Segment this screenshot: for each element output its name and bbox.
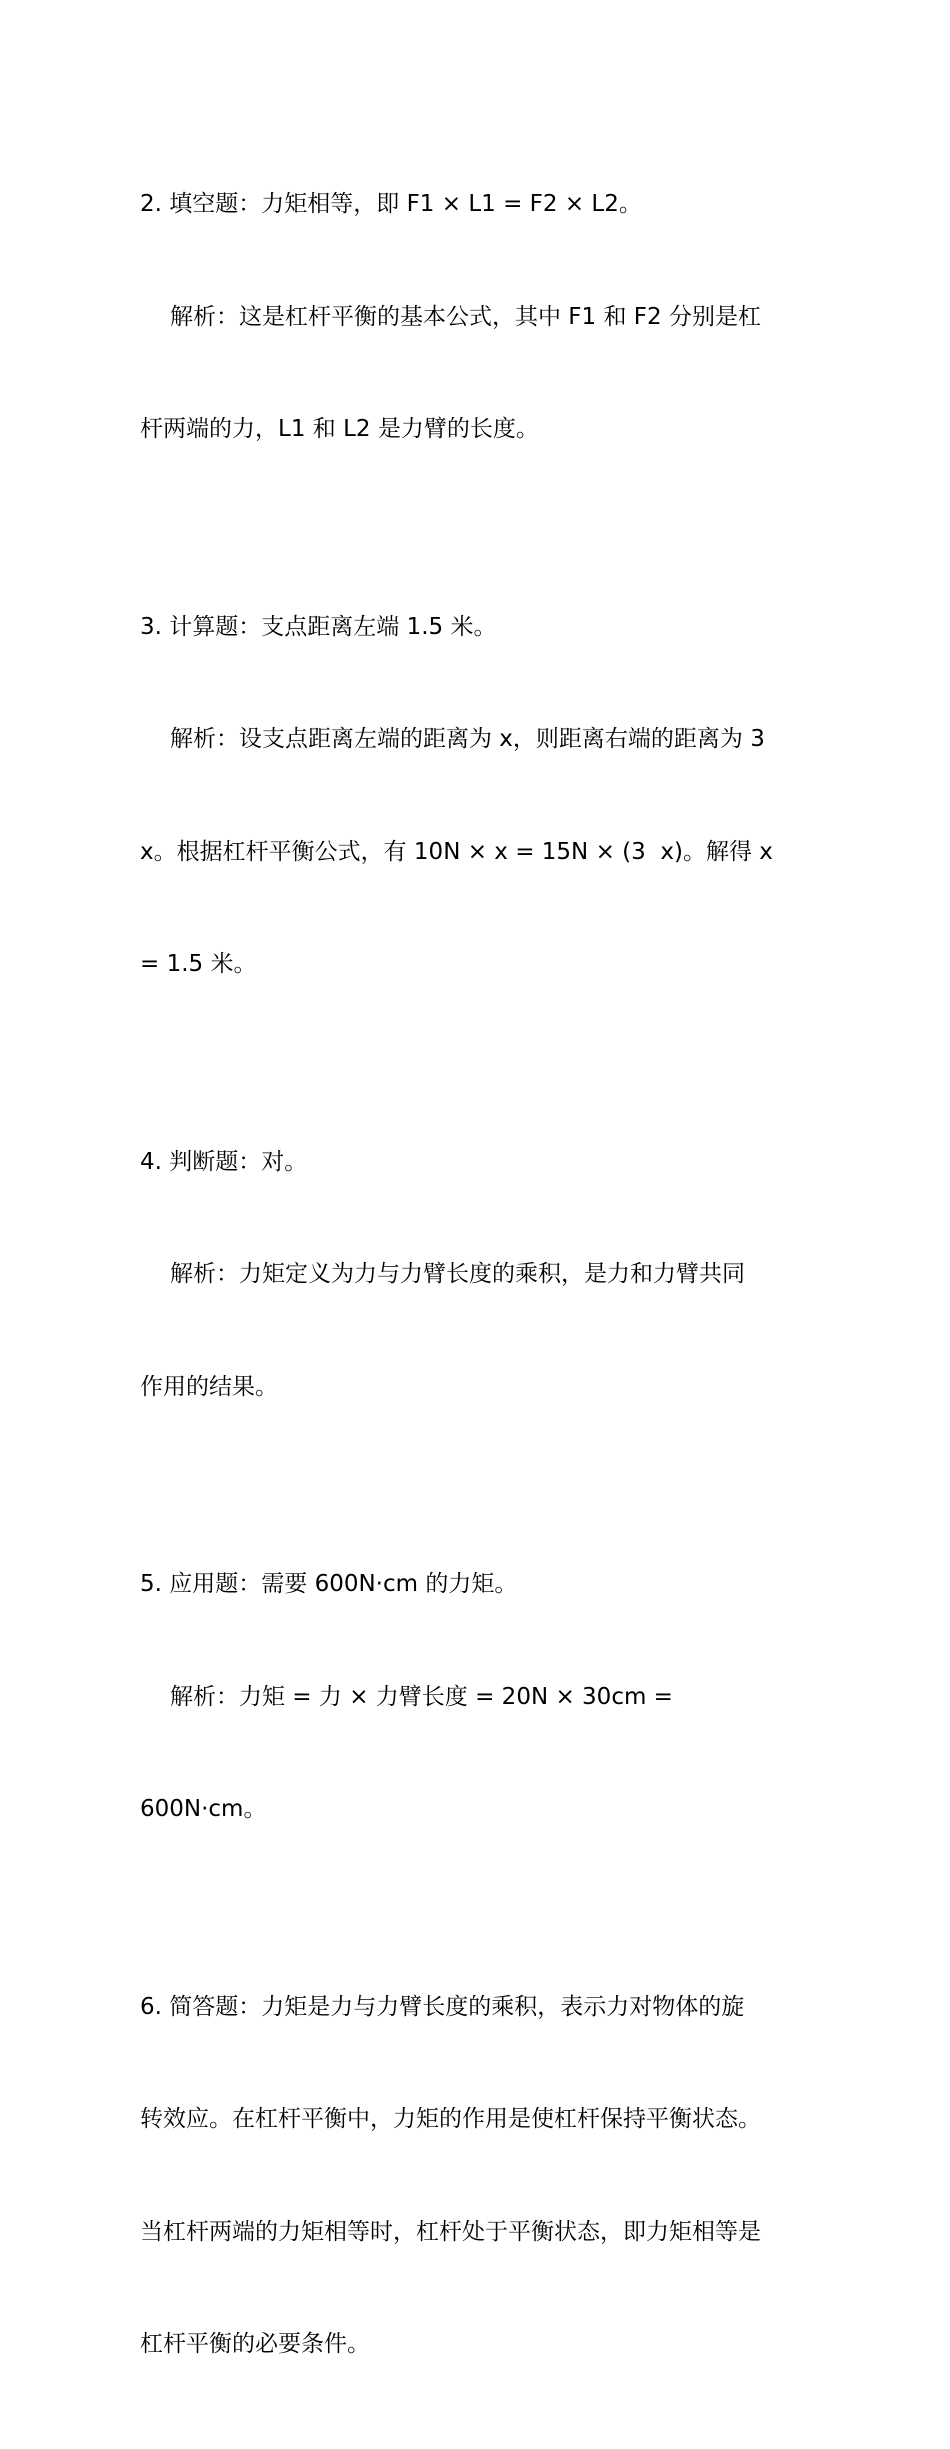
explanation-line: 转效应。在杠杆平衡中，力矩的作用是使杠杆保持平衡状态。: [140, 2106, 761, 2132]
answer-item-5: [140, 1491, 812, 1904]
answer-item-2: [140, 111, 812, 524]
explanation-line: 作用的结果。: [140, 1373, 278, 1400]
explanation-line: 解析：力矩定义为力与力臂长度的乘积，是力和力臂共同: [170, 1261, 745, 1287]
answer-heading: 6. 简答题：力矩是力与力臂长度的乘积，表示力对物体的旋: [140, 1993, 745, 2020]
explanation-line: 当杠杆两端的力矩相等时，杠杆处于平衡状态，即力矩相等是: [140, 2218, 761, 2245]
answer-item-4: [140, 1069, 812, 1482]
explanation-line: 杆两端的力，L1 和 L2 是力臂的长度。: [140, 416, 539, 442]
explanation-line: x。根据杠杆平衡公式，有 10N × x = 15N × (3 x)。解得 x: [140, 838, 773, 865]
answer-heading: 5. 应用题：需要 600N·cm 的力矩。: [140, 1571, 518, 1597]
answer-heading: 3. 计算题：支点距离左端 1.5 米。: [140, 613, 497, 640]
answer-item-3: [140, 534, 812, 1059]
explanation-line: 解析：这是杠杆平衡的基本公式，其中 F1 和 F2 分别是杠: [170, 303, 761, 330]
explanation-line: 解析：设支点距离左端的距离为 x，则距离右端的距离为 3: [170, 726, 765, 752]
answer-heading: 4. 判断题：对。: [140, 1148, 308, 1175]
document-page: [140, 111, 812, 2449]
explanation-line: 解析：力矩 = 力 × 力臂长度 = 20N × 30cm =: [170, 1683, 673, 1710]
answer-heading: 2. 填空题：力矩相等，即 F1 × L1 = F2 × L2。: [140, 191, 642, 217]
explanation-line: = 1.5 米。: [140, 951, 257, 977]
explanation-line: 杠杆平衡的必要条件。: [140, 2331, 370, 2357]
answer-item-6: [140, 1914, 812, 2439]
explanation-line: 600N·cm。: [140, 1796, 267, 1822]
